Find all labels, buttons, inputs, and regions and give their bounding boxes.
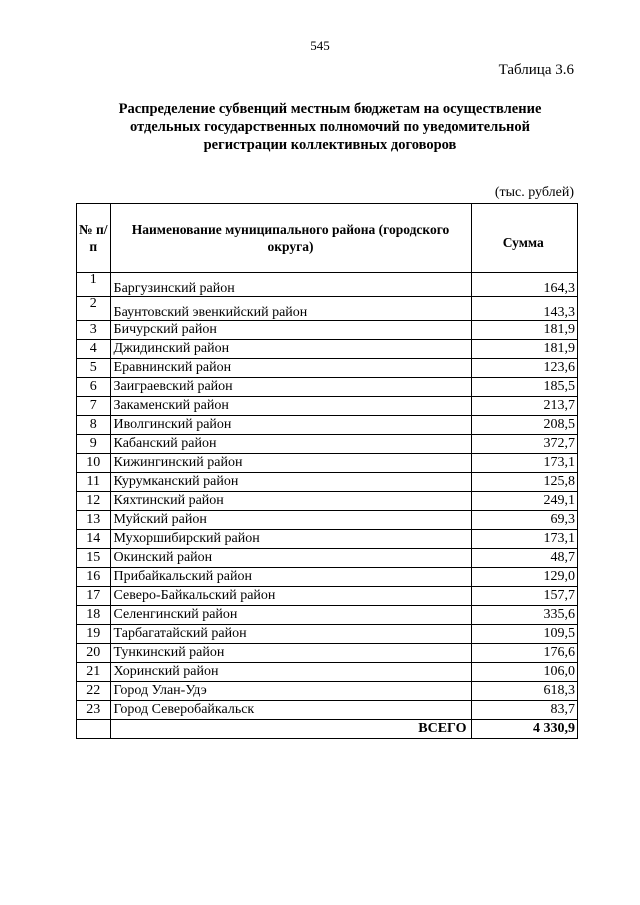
row-name: Тарбагатайский район bbox=[110, 625, 471, 644]
row-name: Джидинский район bbox=[110, 340, 471, 359]
table-row bbox=[77, 701, 578, 720]
row-name: Еравнинский район bbox=[110, 359, 471, 378]
row-num: 14 bbox=[77, 530, 111, 549]
table-row bbox=[77, 606, 578, 625]
row-sum: 125,8 bbox=[471, 473, 578, 492]
header-num: № п/п bbox=[77, 204, 111, 273]
table-row bbox=[77, 273, 578, 297]
total-sum: 4 330,9 bbox=[471, 720, 578, 739]
row-name: Кижингинский район bbox=[110, 454, 471, 473]
row-name: Прибайкальский район bbox=[110, 568, 471, 587]
table-row bbox=[77, 454, 578, 473]
table-row bbox=[77, 473, 578, 492]
table-row bbox=[77, 359, 578, 378]
row-sum: 143,3 bbox=[471, 297, 578, 321]
table-label: Таблица 3.6 bbox=[498, 62, 574, 78]
row-num: 2 bbox=[77, 297, 111, 321]
table-row bbox=[77, 625, 578, 644]
row-name: Муйский район bbox=[110, 511, 471, 530]
row-num: 23 bbox=[77, 701, 111, 720]
row-name: Баргузинский район bbox=[110, 273, 471, 297]
row-name: Северо-Байкальский район bbox=[110, 587, 471, 606]
total-row bbox=[77, 720, 578, 739]
row-num: 11 bbox=[77, 473, 111, 492]
row-sum: 213,7 bbox=[471, 397, 578, 416]
table-row bbox=[77, 378, 578, 397]
table-row bbox=[77, 549, 578, 568]
table-header-row bbox=[77, 204, 578, 273]
row-sum: 335,6 bbox=[471, 606, 578, 625]
page-number: 545 bbox=[310, 38, 330, 53]
row-name: Курумканский район bbox=[110, 473, 471, 492]
row-num: 5 bbox=[77, 359, 111, 378]
table-body bbox=[77, 273, 578, 720]
row-sum: 48,7 bbox=[471, 549, 578, 568]
row-name: Город Северобайкальск bbox=[110, 701, 471, 720]
table-row bbox=[77, 492, 578, 511]
row-num: 7 bbox=[77, 397, 111, 416]
row-sum: 181,9 bbox=[471, 321, 578, 340]
row-sum: 208,5 bbox=[471, 416, 578, 435]
table-row bbox=[77, 511, 578, 530]
table-row bbox=[77, 321, 578, 340]
row-sum: 69,3 bbox=[471, 511, 578, 530]
row-name: Мухоршибирский район bbox=[110, 530, 471, 549]
table-row bbox=[77, 435, 578, 454]
row-num: 4 bbox=[77, 340, 111, 359]
row-name: Заиграевский район bbox=[110, 378, 471, 397]
table-row bbox=[77, 297, 578, 321]
row-sum: 123,6 bbox=[471, 359, 578, 378]
table-row bbox=[77, 530, 578, 549]
table-row bbox=[77, 416, 578, 435]
row-num: 18 bbox=[77, 606, 111, 625]
table-row bbox=[77, 587, 578, 606]
table-row bbox=[77, 644, 578, 663]
row-num: 13 bbox=[77, 511, 111, 530]
row-name: Баунтовский эвенкийский район bbox=[110, 297, 471, 321]
row-sum: 185,5 bbox=[471, 378, 578, 397]
row-name: Бичурский район bbox=[110, 321, 471, 340]
row-name: Хоринский район bbox=[110, 663, 471, 682]
row-name: Закаменский район bbox=[110, 397, 471, 416]
row-sum: 372,7 bbox=[471, 435, 578, 454]
row-num: 15 bbox=[77, 549, 111, 568]
row-sum: 181,9 bbox=[471, 340, 578, 359]
row-num: 20 bbox=[77, 644, 111, 663]
row-num: 3 bbox=[77, 321, 111, 340]
row-sum: 173,1 bbox=[471, 454, 578, 473]
row-sum: 164,3 bbox=[471, 273, 578, 297]
row-sum: 129,0 bbox=[471, 568, 578, 587]
row-num: 19 bbox=[77, 625, 111, 644]
header-sum: Сумма bbox=[471, 204, 578, 273]
title-line: отдельных государственных полномочий по уведомительной bbox=[130, 119, 530, 135]
table-title bbox=[90, 100, 570, 154]
table-row bbox=[77, 340, 578, 359]
total-label: ВСЕГО bbox=[110, 720, 471, 739]
row-sum: 109,5 bbox=[471, 625, 578, 644]
row-num: 16 bbox=[77, 568, 111, 587]
units-label: (тыс. рублей) bbox=[494, 185, 574, 200]
row-num: 9 bbox=[77, 435, 111, 454]
total-num-cell bbox=[77, 720, 111, 739]
row-sum: 157,7 bbox=[471, 587, 578, 606]
row-name: Иволгинский район bbox=[110, 416, 471, 435]
row-num: 10 bbox=[77, 454, 111, 473]
row-name: Город Улан-Удэ bbox=[110, 682, 471, 701]
row-num: 6 bbox=[77, 378, 111, 397]
row-name: Кабанский район bbox=[110, 435, 471, 454]
row-sum: 176,6 bbox=[471, 644, 578, 663]
row-name: Селенгинский район bbox=[110, 606, 471, 625]
row-num: 1 bbox=[77, 273, 111, 297]
row-sum: 249,1 bbox=[471, 492, 578, 511]
title-line: Распределение субвенций местным бюджетам на осуществление bbox=[118, 101, 542, 117]
row-sum: 618,3 bbox=[471, 682, 578, 701]
title-line: регистрации коллективных договоров bbox=[203, 137, 457, 153]
table-row bbox=[77, 682, 578, 701]
table-row bbox=[77, 397, 578, 416]
row-num: 8 bbox=[77, 416, 111, 435]
subventions-table bbox=[76, 203, 578, 739]
row-name: Кяхтинский район bbox=[110, 492, 471, 511]
table-row bbox=[77, 663, 578, 682]
row-num: 22 bbox=[77, 682, 111, 701]
row-name: Тункинский район bbox=[110, 644, 471, 663]
row-sum: 83,7 bbox=[471, 701, 578, 720]
row-num: 21 bbox=[77, 663, 111, 682]
header-name: Наименование муниципального района (городского округа) bbox=[110, 204, 471, 273]
table-row bbox=[77, 568, 578, 587]
row-sum: 106,0 bbox=[471, 663, 578, 682]
row-num: 12 bbox=[77, 492, 111, 511]
row-name: Окинский район bbox=[110, 549, 471, 568]
row-sum: 173,1 bbox=[471, 530, 578, 549]
row-num: 17 bbox=[77, 587, 111, 606]
